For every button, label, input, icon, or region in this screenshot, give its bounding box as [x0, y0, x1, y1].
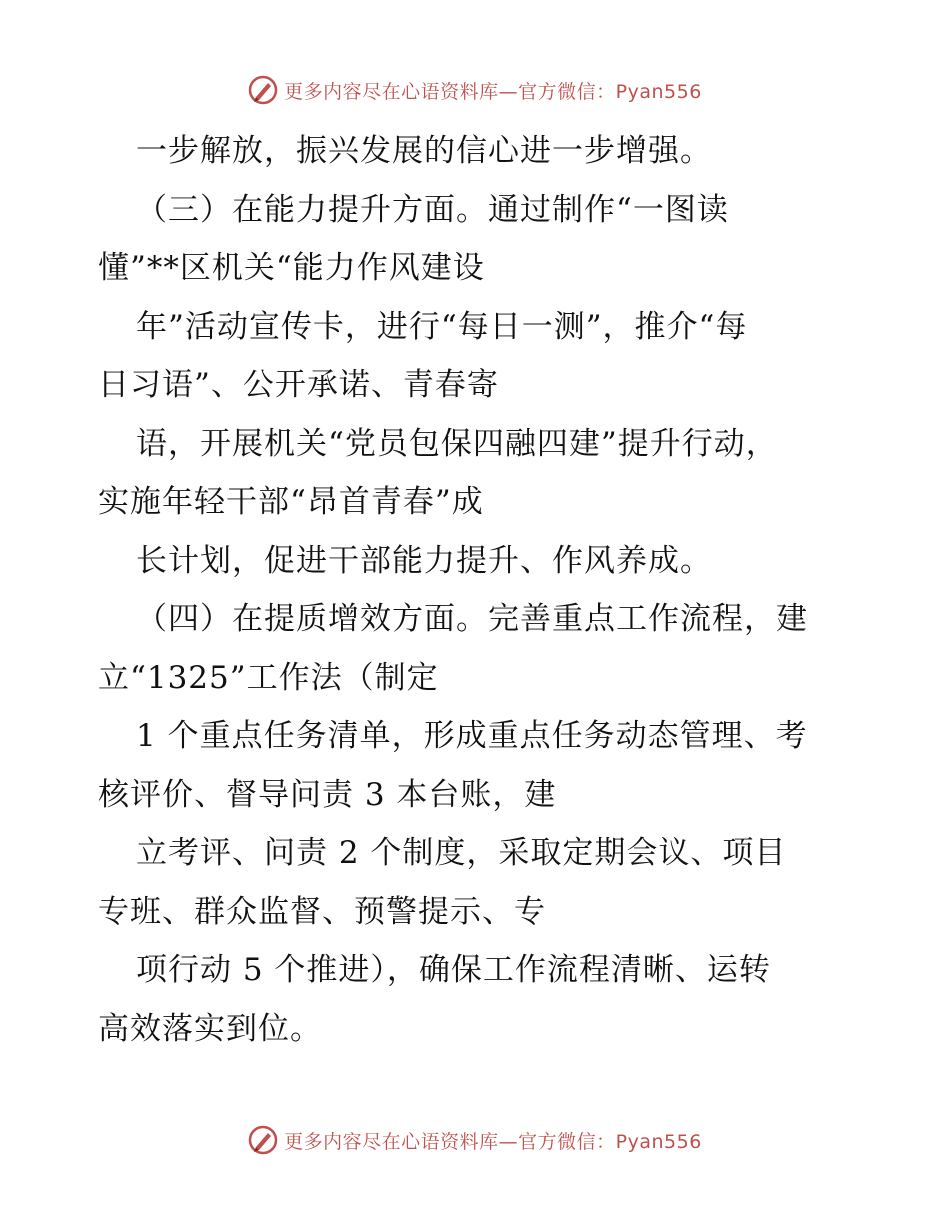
footer-banner [0, 1120, 950, 1160]
header-banner-text: 更多内容尽在心语资料库—官方微信：Pyan556 [284, 80, 702, 103]
body-line: （三）在能力提升方面。通过制作“一图读 [136, 191, 729, 228]
body-line: 长计划，促进干部能力提升、作风养成。 [136, 542, 712, 579]
body-line: （四）在提质增效方面。完善重点工作流程，建 [136, 601, 808, 637]
body-line: 年”活动宣传卡，进行“每日一测”，推介“每 [136, 308, 748, 345]
body-line: 1 个重点任务清单，形成重点任务动态管理、考 [136, 718, 808, 754]
body-line: 日习语”、公开承诺、青春寄 [98, 367, 499, 403]
body-line: 项行动 5 个推进），确保工作流程清晰、运转 [136, 952, 771, 988]
document-body [98, 122, 898, 1058]
body-line: 立“1325”工作法（制定 [98, 659, 439, 696]
header-banner [0, 70, 950, 110]
body-line: 一步解放，振兴发展的信心进一步增强。 [136, 133, 712, 169]
body-line: 高效落实到位。 [98, 1010, 322, 1047]
pen-logo-icon [248, 1125, 278, 1155]
body-line: 语，开展机关“党员包保四融四建”提升行动， [136, 425, 778, 462]
body-line: 专班、群众监督、预警提示、专 [98, 893, 546, 930]
body-line: 立考评、问责 2 个制度，采取定期会议、项目 [136, 835, 787, 871]
footer-banner-text: 更多内容尽在心语资料库—官方微信：Pyan556 [284, 1130, 702, 1153]
body-line: 核评价、督导问责 3 本台账，建 [98, 776, 557, 813]
pen-logo-icon [248, 75, 278, 105]
body-line: 懂”**区机关“能力作风建设 [98, 250, 485, 286]
body-line: 实施年轻干部“昂首青春”成 [98, 484, 484, 520]
